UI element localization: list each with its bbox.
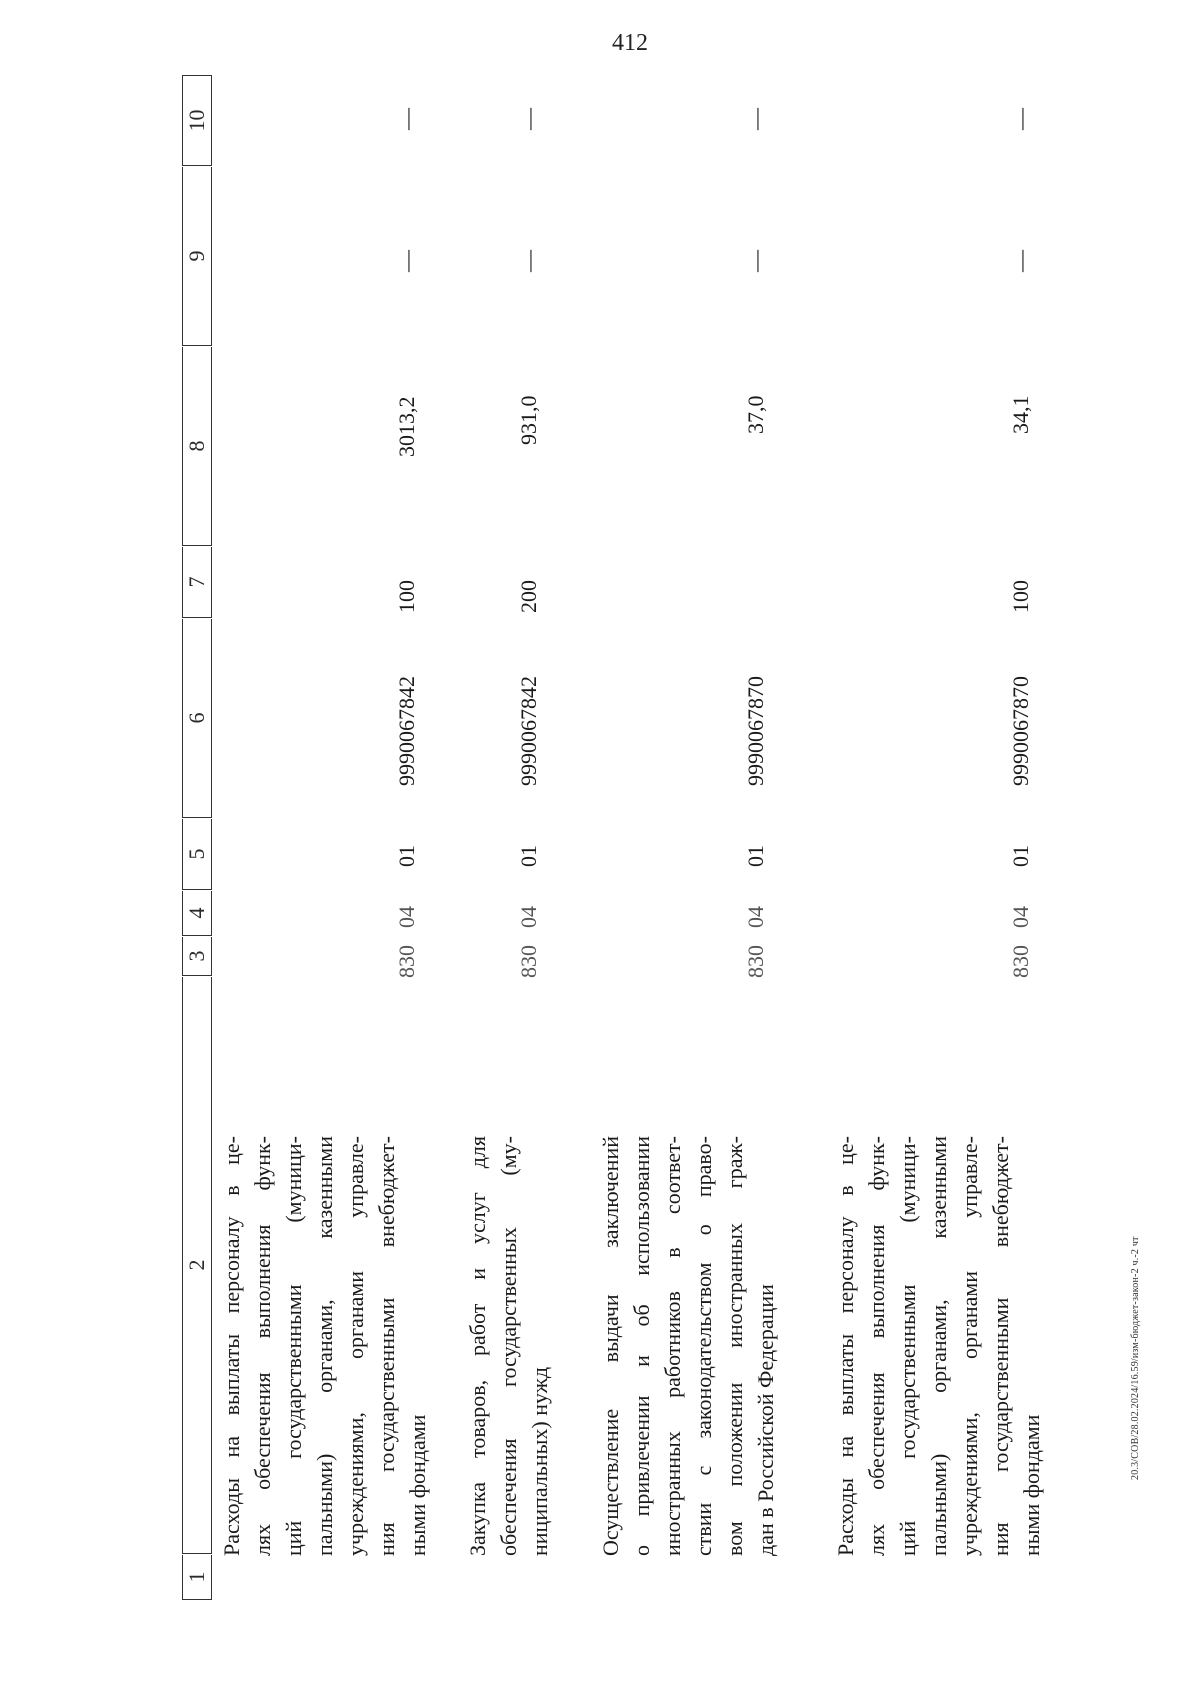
cell-col-7: 200	[516, 580, 541, 613]
table-header-row	[182, 75, 212, 1600]
description-line: ций государственными (муници-	[895, 1136, 920, 1556]
cell-col-5: 01	[516, 845, 541, 867]
cell-col-9: —	[516, 250, 541, 272]
cell-col-6: 9990067870	[743, 676, 768, 786]
header-col-4: 4	[182, 891, 212, 936]
description-line: о привлечении и об использовании	[629, 1136, 654, 1556]
cell-col-9: —	[1008, 250, 1033, 272]
header-col-2: 2	[182, 977, 212, 1554]
description-line: Расходы на выплаты персоналу в це-	[833, 1136, 858, 1556]
table-row	[462, 75, 562, 1600]
cell-col-5: 01	[1008, 845, 1033, 867]
cell-col-3: 830	[743, 945, 768, 978]
description-line: вом положении иностранных граж-	[722, 1136, 747, 1556]
cell-col-3: 830	[394, 945, 419, 978]
header-col-1: 1	[182, 1555, 212, 1600]
cell-col-4: 04	[743, 906, 768, 928]
description-line: ций государственными (муници-	[281, 1136, 306, 1556]
description-line: учреждениями, органами управле-	[957, 1136, 982, 1556]
description-line: обеспечения государственных (му-	[496, 1136, 521, 1556]
row-description	[595, 1136, 781, 1556]
description-line: ствии с законодательством о право-	[691, 1136, 716, 1556]
cell-col-7: 100	[394, 580, 419, 613]
cell-col-10: —	[1008, 108, 1033, 130]
row-description	[830, 1136, 1047, 1556]
header-col-9: 9	[182, 167, 212, 346]
description-line: ния государственными внебюджет-	[374, 1136, 399, 1556]
page-number: 412	[612, 30, 648, 56]
description-line: дан в Российской Федерации	[753, 1284, 778, 1556]
cell-col-5: 01	[743, 845, 768, 867]
header-col-6: 6	[182, 619, 212, 818]
header-col-5: 5	[182, 819, 212, 890]
cell-col-3: 830	[516, 945, 541, 978]
cell-col-6: 9990067870	[1008, 676, 1033, 786]
description-line: ными фондами	[405, 1414, 430, 1556]
cell-col-9: —	[394, 250, 419, 272]
description-line: ными фондами	[1019, 1414, 1044, 1556]
description-line: пальными) органами, казенными	[926, 1136, 951, 1556]
description-line: пальными) органами, казенными	[312, 1136, 337, 1556]
row-description	[462, 1136, 555, 1556]
description-line: иностранных работников в соответ-	[660, 1136, 685, 1556]
cell-col-4: 04	[516, 906, 541, 928]
cell-col-7: 100	[1008, 580, 1033, 613]
header-col-10: 10	[182, 75, 212, 166]
table-row	[595, 75, 795, 1600]
budget-table	[182, 75, 1192, 1600]
footer-document-code: 20.3/СОВ/28.02.2024/16.59/изм-бюджет-закон-2 ч.-2 чт	[1130, 1236, 1141, 1480]
cell-col-10: —	[394, 108, 419, 130]
cell-col-8: 37,0	[743, 395, 768, 434]
cell-col-4: 04	[394, 906, 419, 928]
cell-col-4: 04	[1008, 906, 1033, 928]
header-col-3: 3	[182, 937, 212, 976]
table-row	[830, 75, 1060, 1600]
description-line: ниципальных) нужд	[527, 1366, 552, 1556]
cell-col-8: 3013,2	[394, 396, 419, 457]
cell-col-8: 931,0	[516, 395, 541, 445]
cell-col-6: 9990067842	[394, 676, 419, 786]
table-row	[216, 75, 446, 1600]
cell-col-3: 830	[1008, 945, 1033, 978]
row-description	[216, 1136, 433, 1556]
description-line: Осуществление выдачи заключений	[598, 1136, 623, 1556]
cell-col-8: 34,1	[1008, 395, 1033, 434]
cell-col-5: 01	[394, 845, 419, 867]
header-col-7: 7	[182, 547, 212, 618]
description-line: Расходы на выплаты персоналу в це-	[219, 1136, 244, 1556]
description-line: ния государственными внебюджет-	[988, 1136, 1013, 1556]
cell-col-10: —	[516, 108, 541, 130]
cell-col-9: —	[743, 250, 768, 272]
description-line: Закупка товаров, работ и услуг для	[465, 1136, 490, 1556]
header-col-8: 8	[182, 347, 212, 546]
description-line: учреждениями, органами управле-	[343, 1136, 368, 1556]
description-line: лях обеспечения выполнения функ-	[864, 1136, 889, 1556]
description-line: лях обеспечения выполнения функ-	[250, 1136, 275, 1556]
cell-col-10: —	[743, 108, 768, 130]
cell-col-6: 9990067842	[516, 676, 541, 786]
